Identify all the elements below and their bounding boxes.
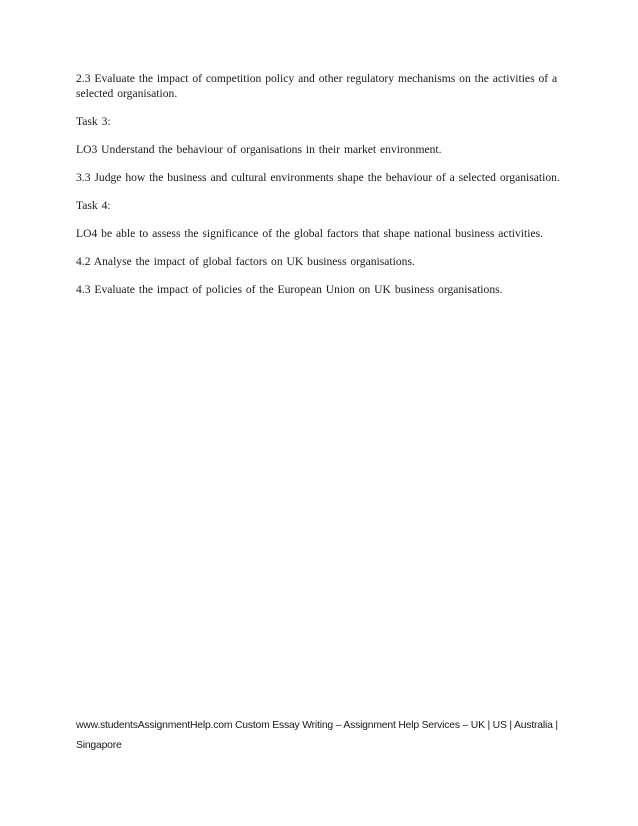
paragraph-task-3-heading: Task 3: [76, 115, 111, 128]
paragraph-criterion-4-3: 4.3 Evaluate the impact of policies of the European Union on UK business organisations. [76, 283, 503, 296]
paragraph-lo3: LO3 Understand the behaviour of organisations in their market environment. [76, 143, 442, 156]
paragraph-criterion-2-3: 2.3 Evaluate the impact of competition policy and other regulatory mechanisms on the activities of a selected organisation. [76, 72, 558, 100]
paragraph-task-4-heading: Task 4: [76, 199, 111, 212]
paragraph-lo4: LO4 be able to assess the significance of the global factors that shape national business activities. [76, 227, 544, 240]
document-body [76, 71, 576, 310]
page-footer: www.studentsAssignmentHelp.com Custom Essay Writing – Assignment Help Services – UK | US | Australia | Singapore [76, 720, 558, 751]
paragraph-criterion-3-3: 3.3 Judge how the business and cultural environments shape the behaviour of a selected organisation. [76, 171, 560, 184]
paragraph-criterion-4-2: 4.2 Analyse the impact of global factors on UK business organisations. [76, 255, 415, 268]
